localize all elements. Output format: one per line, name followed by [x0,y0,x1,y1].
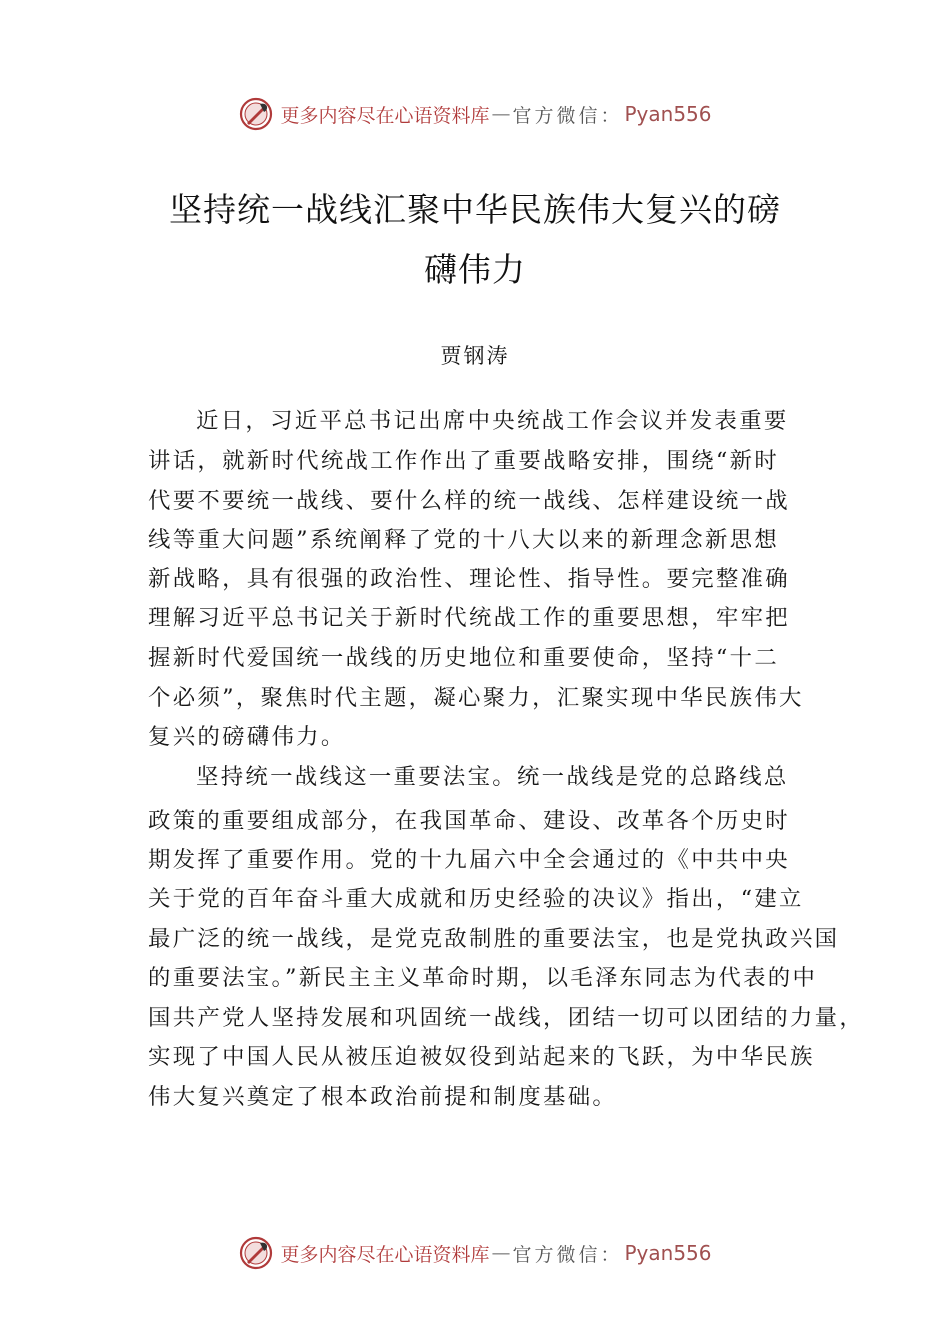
paragraph-line: 实现了中国人民从被压迫被奴役到站起来的飞跃，为中华民族 [148,1044,815,1070]
paragraph-line: 近日，习近平总书记出席中央统战工作会议并发表重要 [196,408,789,434]
banner-separator: — [491,1242,511,1264]
paragraph-line: 个必须”，聚焦时代主题，凝心聚力，汇聚实现中华民族伟大 [148,685,804,711]
paragraph-line: 政策的重要组成部分，在我国革命、建设、改革各个历史时 [148,808,790,834]
paragraph-line: 伟大复兴奠定了根本政治前提和制度基础。 [148,1084,618,1110]
paragraph-line: 国共产党人坚持发展和巩固统一战线，团结一切可以团结的力量， [148,1005,865,1031]
banner-wechat-label: 官方微信： [512,104,623,127]
paragraph-line: 理解习近平总书记关于新时代统战工作的重要思想，牢牢把 [148,605,790,631]
article-author: 贾钢涛 [440,344,510,368]
banner-wechat-label: 官方微信： [512,1243,623,1266]
quill-seal-logo-icon [238,96,274,132]
paragraph-line: 复兴的磅礴伟力。 [148,724,346,750]
paragraph-line: 的重要法宝。”新民主主义革命时期，以毛泽东同志为代表的中 [148,965,818,991]
banner-separator: — [491,103,511,125]
paragraph-line: 讲话，就新时代统战工作作出了重要战略安排，围绕“新时 [148,448,780,474]
quill-seal-logo-icon [238,1235,274,1271]
paragraph-line: 坚持统一战线这一重要法宝。统一战线是党的总路线总 [196,764,789,790]
header-banner [0,94,950,134]
paragraph-line: 关于党的百年奋斗重大成就和历史经验的决议》指出，“建立 [148,886,804,912]
paragraph-line: 最广泛的统一战线，是党克敌制胜的重要法宝，也是党执政兴国 [148,926,840,952]
article-title-line-2: 礴伟力 [424,250,526,289]
banner-wechat-id: Pyan556 [624,1241,712,1265]
banner-brand-text: 更多内容尽在心语资料库 [280,104,490,127]
paragraph-line: 握新时代爱国统一战线的历史地位和重要使命，坚持“十二 [148,645,780,671]
paragraph-line: 线等重大问题”系统阐释了党的十八大以来的新理念新思想 [148,527,780,553]
paragraph-line: 新战略，具有很强的政治性、理论性、指导性。要完整准确 [148,566,790,592]
footer-banner [0,1233,950,1273]
paragraph-line: 期发挥了重要作用。党的十九届六中全会通过的《中共中央 [148,847,790,873]
banner-brand-text: 更多内容尽在心语资料库 [280,1243,490,1266]
paragraph-line: 代要不要统一战线、要什么样的统一战线、怎样建设统一战 [148,488,790,514]
banner-wechat-id: Pyan556 [624,102,712,126]
article-title-line-1: 坚持统一战线汇聚中华民族伟大复兴的磅 [169,190,781,229]
